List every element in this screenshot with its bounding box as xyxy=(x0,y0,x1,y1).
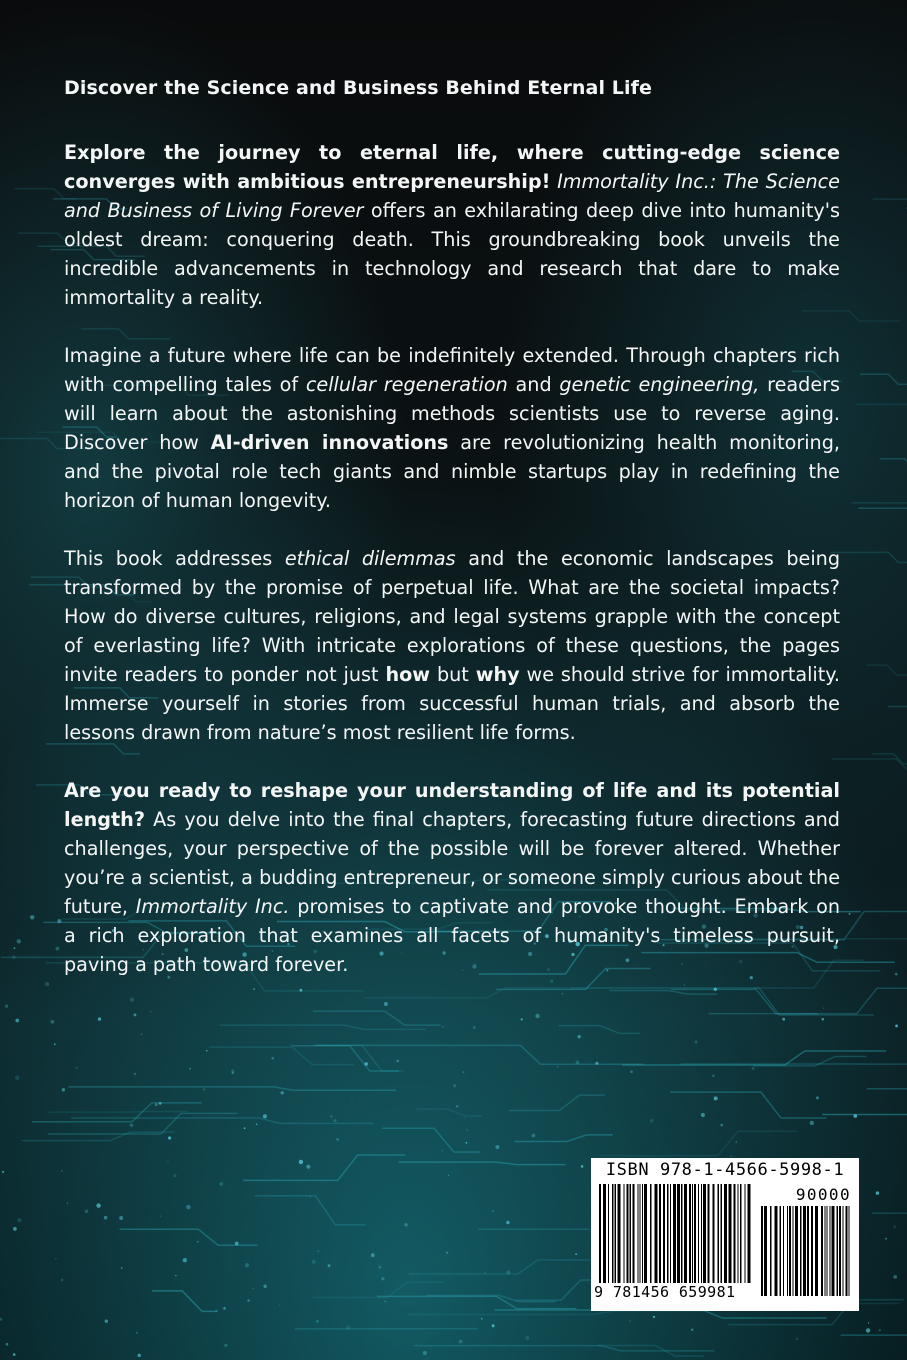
blurb-paragraph xyxy=(64,138,840,312)
text-run: This book addresses xyxy=(64,547,285,570)
bold-text-run: why xyxy=(475,663,520,686)
italic-text-run: ethical dilemmas xyxy=(284,547,456,570)
text-run: As you delve into the final chapters, forecasting future directions and challenges, your perspective of the possible will be forever altered. Whether you’re a scientist, a budding entrepreneur, or someone simply curious about the future, xyxy=(64,808,840,918)
text-run: readers will learn about the astonishing methods scientists use to reverse aging. Discover how xyxy=(64,373,841,454)
back-cover-text xyxy=(64,74,840,1008)
bold-text-run: Are you ready to reshape your understanding of life and its potential length? xyxy=(64,779,840,831)
italic-text-run: cellular regeneration xyxy=(305,373,508,396)
italic-text-run: Immortality Inc. xyxy=(135,895,290,918)
addon-code: 90000 xyxy=(795,1185,851,1204)
text-run: we should strive for immortality. Immerse yourself in stories from successful human trials, and absorb the lessons drawn from nature’s most resilient life forms. xyxy=(64,663,841,744)
bold-text-run: Explore the journey to eternal life, where cutting-edge science converges with ambitious entrepreneurship! xyxy=(64,141,840,193)
ean-bars xyxy=(599,1184,751,1296)
italic-text-run: Immortality Inc.: The Science and Business of Living Forever xyxy=(64,170,840,222)
text-run: offers an exhilarating deep dive into humanity's oldest dream: conquering death. This groundbreaking book unveils the incredible advancements in technology and research that dare to make immortality a reality. xyxy=(64,199,841,309)
blurb-paragraph xyxy=(64,544,840,747)
ean-digits: 9 781456 659981 xyxy=(594,1283,758,1301)
text-run: are revolutionizing health monitoring, and the pivotal role tech giants and nimble startups play in redefining the horizon of human longevity. xyxy=(64,431,840,512)
text-run: and xyxy=(507,373,560,396)
italic-text-run: genetic engineering, xyxy=(559,373,760,396)
isbn-barcode xyxy=(591,1158,859,1311)
bold-text-run: AI-driven innovations xyxy=(210,431,449,454)
blurb-paragraph xyxy=(64,341,840,515)
blurb-paragraph xyxy=(64,776,840,979)
addon-bars xyxy=(761,1206,851,1296)
text-run: promises to captivate and provoke thought. Embark on a rich exploration that examines all facets of humanity's timeless pursuit, paving a path toward forever. xyxy=(64,895,840,976)
text-run: and the economic landscapes being transformed by the promise of perpetual life. What are the societal impacts? How do diverse cultures, religions, and legal systems grapple with the concept of everlasting life? With intricate explorations of these questions, the pages invite readers to ponder not just xyxy=(64,547,840,686)
text-run: but xyxy=(430,663,476,686)
isbn-label: ISBN 978-1-4566-5998-1 xyxy=(605,1160,845,1180)
bold-text-run: how xyxy=(385,663,431,686)
back-cover-headline: Discover the Science and Business Behind Eternal Life xyxy=(64,77,652,99)
text-run: Imagine a future where life can be indefinitely extended. Through chapters rich with compelling tales of xyxy=(64,344,840,396)
